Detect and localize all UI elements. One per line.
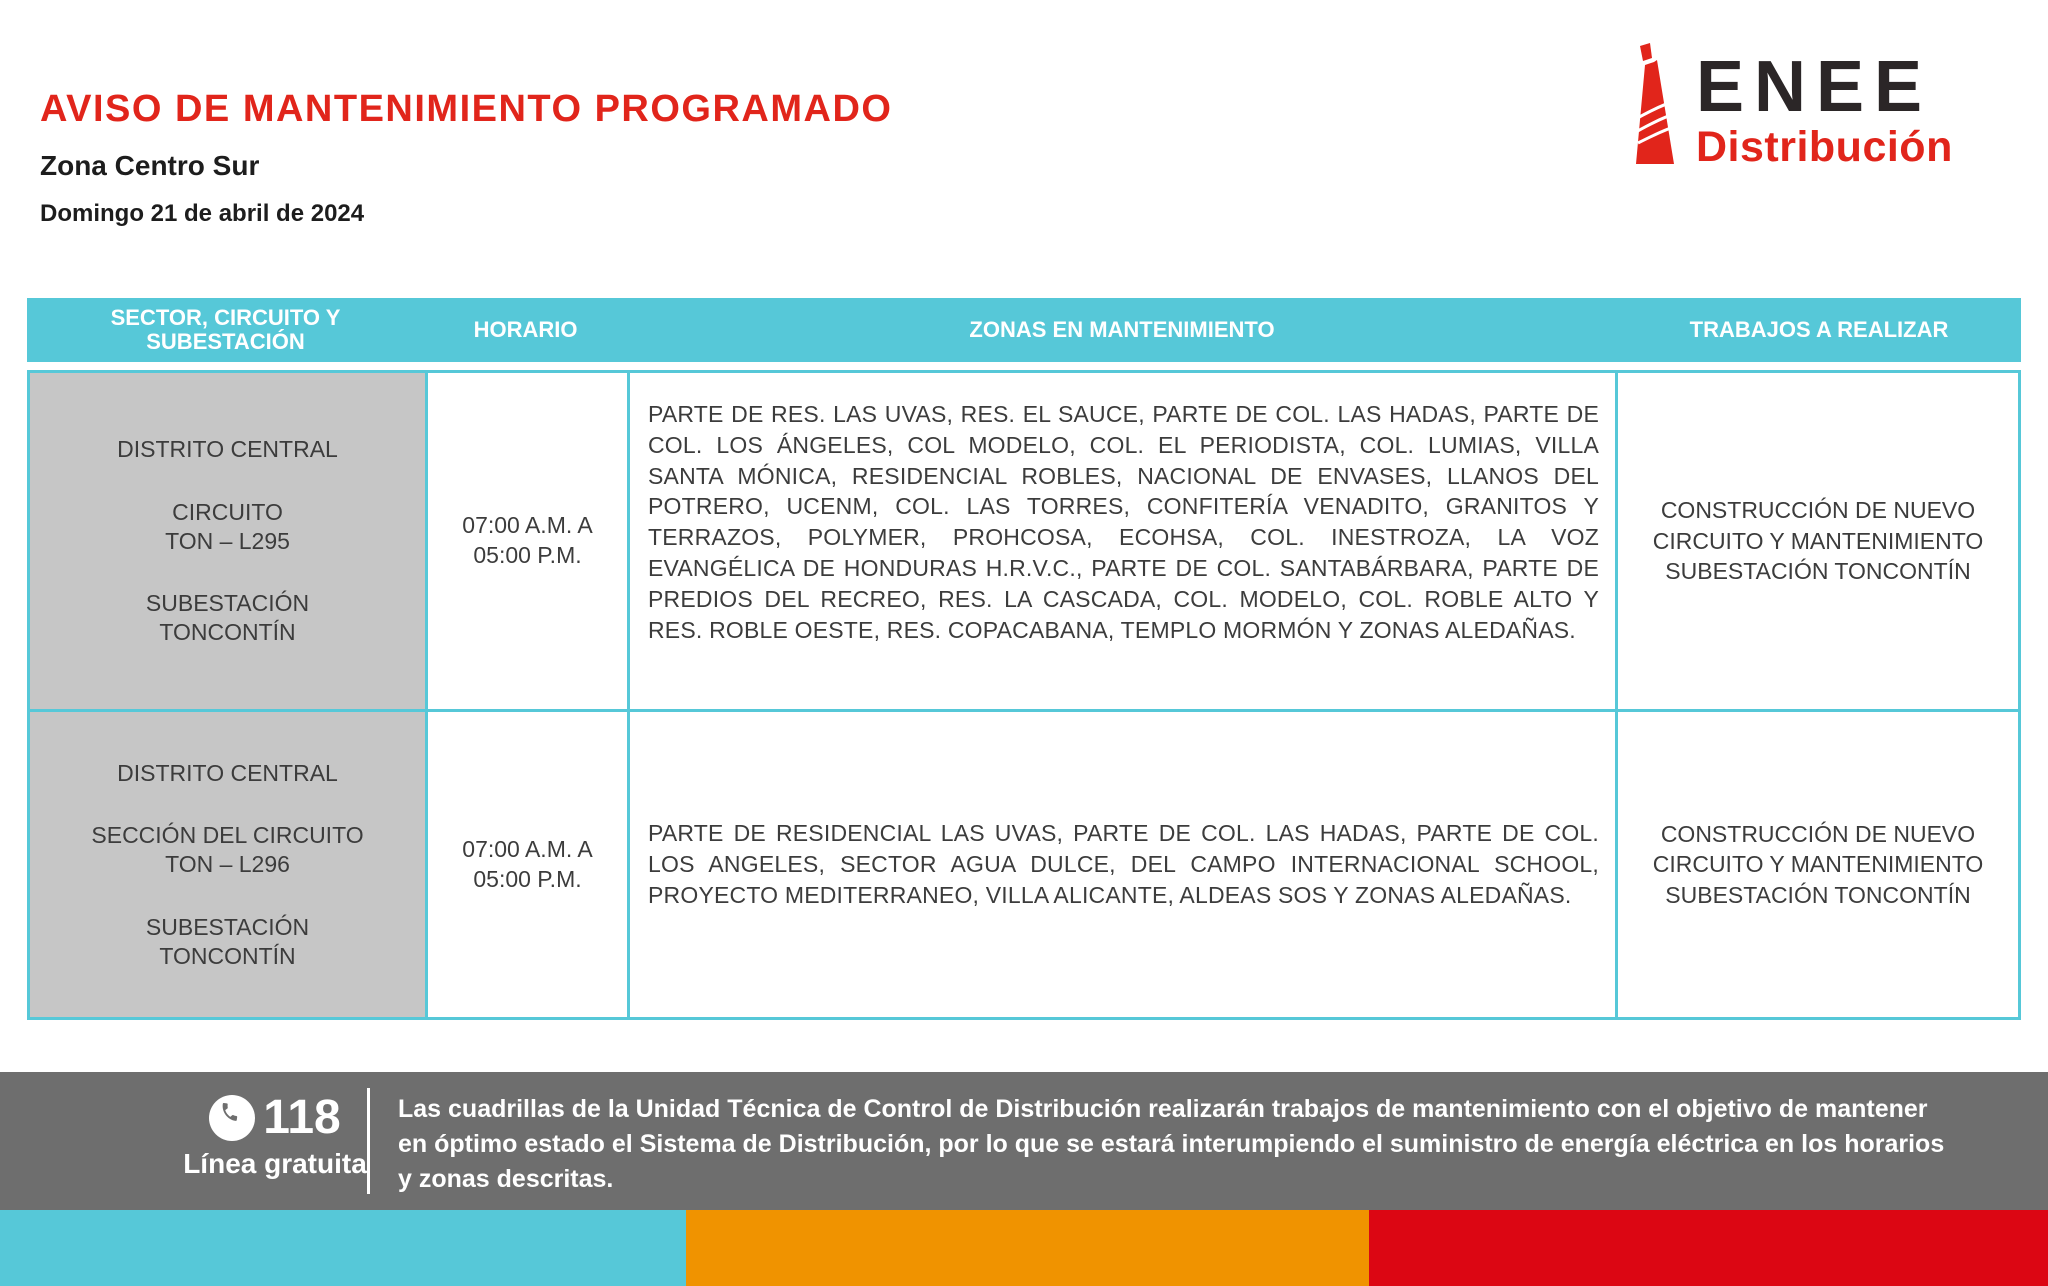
footer-divider xyxy=(367,1088,370,1194)
zones-cell: PARTE DE RESIDENCIAL LAS UVAS, PARTE DE COL. LAS HADAS, PARTE DE COL. LOS ANGELES, SECTOR AGUA DULCE, DEL CAMPO INTERNACIONAL SCHOOL, PROYECTO MEDITERRANEO, VILLA ALICANTE, ALDEAS SOS Y ZONAS ALEDAÑAS. xyxy=(627,712,1615,1017)
header-schedule: HORARIO xyxy=(473,316,578,342)
pylon-icon xyxy=(1632,42,1684,164)
header-zones: ZONAS EN MANTENIMIENTO xyxy=(969,316,1275,342)
enee-logo xyxy=(1632,42,1953,172)
zone-subtitle: Zona Centro Sur xyxy=(40,150,260,181)
schedule-cell: 07:00 A.M. A 05:00 P.M. xyxy=(425,373,627,709)
hotline-number: 118 xyxy=(263,1091,341,1144)
stripe-cyan-segment xyxy=(0,1210,686,1286)
notice-date: Domingo 21 de abril de 2024 xyxy=(40,200,365,227)
stripe-orange-segment xyxy=(686,1210,1369,1286)
district-label: DISTRITO CENTRAL xyxy=(117,759,338,786)
circuit-label: CIRCUITO TON – L295 xyxy=(165,498,290,554)
maintenance-table xyxy=(27,298,2021,1020)
table-body xyxy=(27,370,2021,1020)
table-header-row xyxy=(27,298,2021,362)
footer-bar xyxy=(0,1072,2048,1210)
zones-cell: PARTE DE RES. LAS UVAS, RES. EL SAUCE, PARTE DE COL. LAS HADAS, PARTE DE COL. LOS ÁNGELES, COL MODELO, COL. EL PERIODISTA, COL. LUMIAS, VILLA SANTA MÓNICA, RESIDENCIAL ROBLES, NACIONAL DE ENVASES, LLANOS DEL POTRERO, UCENM, COL. LAS TORRES, CONFITERÍA VENADITO, GRANITOS Y TERRAZOS, POLYMER, PROHCOSA, ECOHSA, COL. INESTROZA, LA VOZ EVANGÉLICA DE HONDURAS H.R.V.C., PARTE DE COL. SANTABÁRBARA, PARTE DE PREDIOS DEL RECREO, RES. LA CASCADA, COL. MODELO, COL. ROBLE ALTO Y RES. ROBLE OESTE, RES. COPACABANA, TEMPLO MORMÓN Y ZONAS ALEDAÑAS. xyxy=(627,373,1615,709)
header-sector: SECTOR, CIRCUITO Y SUBESTACIÓN xyxy=(110,304,341,354)
hotline-block xyxy=(160,1091,390,1180)
footer-message: Las cuadrillas de la Unidad Técnica de Control de Distribución realizarán trabajos de mantenimiento con el objetivo de mantener en óptimo estado el Sistema de Distribución, por lo que se estará interumpiendo el suministro de energía eléctrica en los horarios y zonas descritas. xyxy=(398,1095,1945,1193)
sector-cell xyxy=(30,712,425,1017)
works-cell: CONSTRUCCIÓN DE NUEVO CIRCUITO Y MANTENIMIENTO SUBESTACIÓN TONCONTÍN xyxy=(1615,712,2018,1017)
page-title: AVISO DE MANTENIMIENTO PROGRAMADO xyxy=(40,88,893,130)
bottom-stripe xyxy=(0,1210,2048,1286)
substation-label: SUBESTACIÓN TONCONTÍN xyxy=(145,590,310,646)
table-row xyxy=(30,709,2018,1017)
works-cell: CONSTRUCCIÓN DE NUEVO CIRCUITO Y MANTENIMIENTO SUBESTACIÓN TONCONTÍN xyxy=(1615,373,2018,709)
phone-icon xyxy=(209,1095,255,1141)
circuit-label: SECCIÓN DEL CIRCUITO TON – L296 xyxy=(91,822,364,878)
stripe-red-segment xyxy=(1369,1210,2048,1286)
schedule-cell: 07:00 A.M. A 05:00 P.M. xyxy=(425,712,627,1017)
logo-enee-label: ENEE xyxy=(1696,47,1933,127)
substation-label: SUBESTACIÓN TONCONTÍN xyxy=(145,913,310,969)
table-row xyxy=(30,373,2018,709)
hotline-label: Línea gratuita xyxy=(183,1148,367,1179)
district-label: DISTRITO CENTRAL xyxy=(117,436,338,463)
logo-text xyxy=(1696,42,1953,172)
sector-cell xyxy=(30,373,425,709)
logo-division-label: Distribución xyxy=(1696,123,1953,172)
header-works: TRABAJOS A REALIZAR xyxy=(1689,316,1949,342)
